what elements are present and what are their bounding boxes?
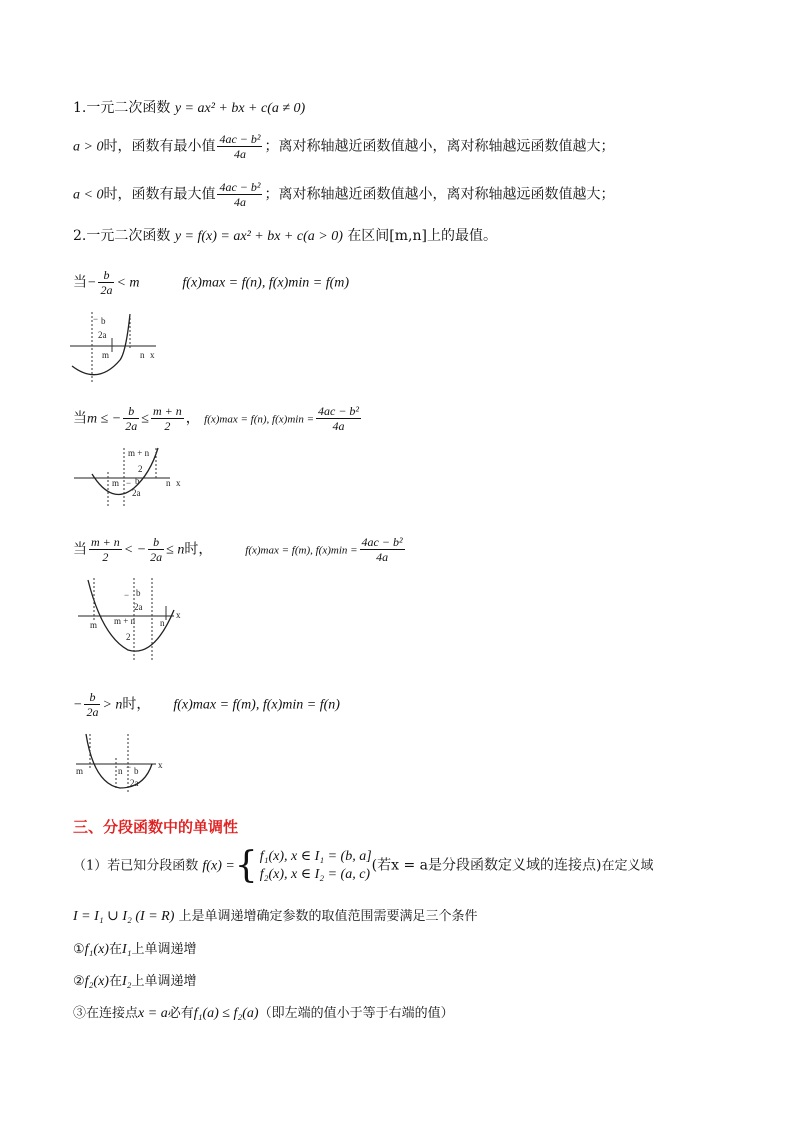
parabola-curve [86, 734, 152, 788]
frac-den: 2a [125, 419, 138, 433]
label-n: n [118, 766, 123, 776]
frac-num: 4ac − b² [219, 180, 261, 194]
label-2: 2 [138, 464, 143, 474]
item1-line2 [73, 908, 478, 926]
sec2-title [73, 227, 497, 246]
frac-num: 4ac − b² [361, 535, 403, 549]
label-b: b [136, 588, 141, 598]
label-x: x [158, 760, 163, 770]
case4-rest: > n [102, 697, 123, 713]
frac-den: 4a [332, 419, 345, 433]
label-n: n [160, 618, 165, 628]
label-b: b [134, 766, 139, 776]
label-2: 2 [126, 632, 131, 642]
item1-domain: I = I₁ ∪ I₂ (I = R) [73, 909, 175, 924]
case2-result-frac [316, 404, 361, 433]
case1-cond-rest: < m [116, 275, 140, 291]
label-neg: − [126, 478, 132, 488]
sec1-title [73, 99, 305, 118]
frac-den: 2a [150, 550, 163, 564]
sec1-title-formula: y = ax² + bx + c(a ≠ 0) [174, 101, 306, 116]
cond3-text-b: 必有 [167, 1006, 194, 1021]
label-n: n [140, 350, 145, 360]
cond1-text-b: 上单调递增 [131, 942, 197, 957]
label-b: b [135, 476, 140, 486]
cond1-num: ① [73, 942, 85, 957]
cond3-formula1: x = a [138, 1006, 168, 1021]
graph-case3 [74, 576, 194, 662]
graph-case1 [68, 308, 168, 388]
sec1-line-a-negative [73, 180, 614, 209]
label-m: m [112, 478, 120, 488]
frac-num: m + n [152, 404, 182, 418]
condition-3 [73, 1005, 454, 1023]
cond2-text-a: 在 [108, 974, 122, 989]
label-m: m [102, 350, 110, 360]
case1-prefix: 当 [73, 274, 87, 291]
brace-glyph: { [234, 845, 258, 886]
case2-prefix: 当 [73, 410, 87, 427]
case3-rest: ≤ n [166, 542, 185, 558]
case4-shi: 时， [122, 696, 151, 713]
case-row-1: f₁(x), x ∈ I₁ = (b, a] [259, 849, 372, 864]
item1-suffix: 在定义域 [601, 858, 654, 874]
frac-den: 2 [164, 419, 171, 433]
case4-neg: − [73, 697, 83, 713]
case3-shi: 时， [184, 541, 213, 558]
cond3-text-a: 在连接点 [86, 1006, 139, 1021]
label-m: m [76, 766, 84, 776]
case3-prefix: 当 [73, 541, 87, 558]
label-x: x [176, 478, 181, 488]
sec1-title-text: 1.一元二次函数 [73, 100, 171, 116]
cond-a-negative: a < 0 [73, 187, 104, 203]
label-n: n [166, 478, 171, 488]
text-max-value: 时，函数有最大值 [103, 186, 216, 203]
case1-frac [98, 268, 114, 297]
frac-den: 2 [102, 550, 109, 564]
sec2-title-text: 2.一元二次函数 [73, 228, 171, 244]
cond1-set: I₁ [121, 942, 132, 957]
case3-result-left: f(x)max = f(m), f(x)min = [245, 544, 358, 557]
cond2-text-b: 上单调递增 [131, 974, 197, 989]
frac-den: 4a [233, 147, 246, 161]
frac-num: 4ac − b² [219, 132, 261, 146]
case2-frac1 [123, 404, 139, 433]
frac-num: b [148, 535, 164, 550]
cond1-text-a: 在 [108, 942, 122, 957]
case2-frac2 [151, 404, 184, 433]
case2-le: ≤ [141, 411, 149, 427]
frac-num: 4ac − b² [318, 404, 360, 418]
case3-lt: < − [123, 542, 147, 558]
cond2-formula: f₂(x) [84, 974, 109, 989]
case1-line [73, 268, 349, 297]
case2-comma: ， [185, 410, 200, 427]
frac-den: 4a [233, 195, 246, 209]
frac-num: m + n [91, 535, 120, 549]
case2-result-left: f(x)max = f(n), f(x)min = [204, 413, 314, 426]
item1-line [73, 845, 654, 886]
case-row-2: f₂(x), x ∈ I₂ = (a, c) [259, 867, 371, 882]
case3-frac2 [148, 535, 164, 564]
case3-result-frac [360, 535, 405, 564]
cond3-formula2: f₁(a) ≤ f₂(a) [193, 1006, 259, 1021]
case4-line [73, 690, 340, 719]
text-min-value: 时，函数有最小值 [103, 138, 216, 155]
label-m: m [90, 620, 98, 630]
case4-result: f(x)max = f(m), f(x)min = f(n) [173, 697, 340, 713]
label-x: x [150, 350, 155, 360]
case1-neg: − [87, 275, 97, 291]
frac-den: 2a [86, 705, 99, 719]
label-x: x [176, 610, 181, 620]
label-2a: 2a [130, 778, 139, 788]
item1-fx: f(x) = [202, 858, 235, 874]
label-2a: 2a [134, 602, 143, 612]
case2-line [73, 404, 363, 433]
label-neg: − [126, 762, 132, 772]
case4-frac [84, 690, 100, 719]
condition-1 [73, 941, 197, 959]
case1-result: f(x)max = f(n), f(x)min = f(m) [182, 275, 350, 291]
label-2a: 2a [132, 488, 141, 498]
case2-cond-left: m ≤ − [87, 411, 122, 427]
text-desc-a-positive: ；离对称轴越近函数值越小，离对称轴越远函数值越大； [264, 138, 615, 155]
text-desc-a-negative: ；离对称轴越近函数值越小，离对称轴越远函数值越大； [264, 186, 615, 203]
frac-min-value [217, 132, 262, 161]
graph-case4 [72, 730, 172, 796]
label-2a: 2a [98, 330, 107, 340]
cond2-set: I₂ [121, 974, 132, 989]
cond3-num: ③ [73, 1006, 87, 1021]
frac-num: b [84, 690, 100, 705]
label-neg: − [93, 314, 99, 324]
item1-note: (若x = a是分段函数定义域的连接点) [371, 857, 602, 874]
case3-frac1 [89, 535, 122, 564]
cond3-text-c: （即左端的值小于等于右端的值） [258, 1006, 454, 1021]
graph-case2 [72, 444, 192, 510]
frac-max-value [217, 180, 262, 209]
cond1-formula: f₁(x) [84, 942, 109, 957]
frac-num: b [123, 404, 139, 419]
sec1-line-a-positive [73, 132, 614, 161]
piecewise-cases [260, 848, 372, 884]
frac-num: b [98, 268, 114, 283]
sec2-title-formula: y = f(x) = ax² + bx + c(a > 0) [174, 229, 343, 244]
frac-den: 2a [100, 283, 113, 297]
label-mn: m + n [128, 448, 150, 458]
sec2-title-suffix: 在区间[m,n]上的最值。 [347, 228, 497, 244]
label-neg: − [124, 590, 130, 600]
item1-prefix: （1）若已知分段函数 [73, 858, 199, 874]
label-b: b [101, 316, 106, 326]
frac-den: 4a [376, 550, 389, 564]
cond2-num: ② [73, 974, 85, 989]
section-heading: 三、分段函数中的单调性 [73, 818, 239, 836]
cond-a-positive: a > 0 [73, 139, 104, 155]
case3-line [73, 535, 407, 564]
item1-line2-text: 上是单调递增确定参数的取值范围需要满足三个条件 [178, 909, 478, 924]
label-mn: m + n [114, 616, 136, 626]
condition-2 [73, 973, 197, 991]
